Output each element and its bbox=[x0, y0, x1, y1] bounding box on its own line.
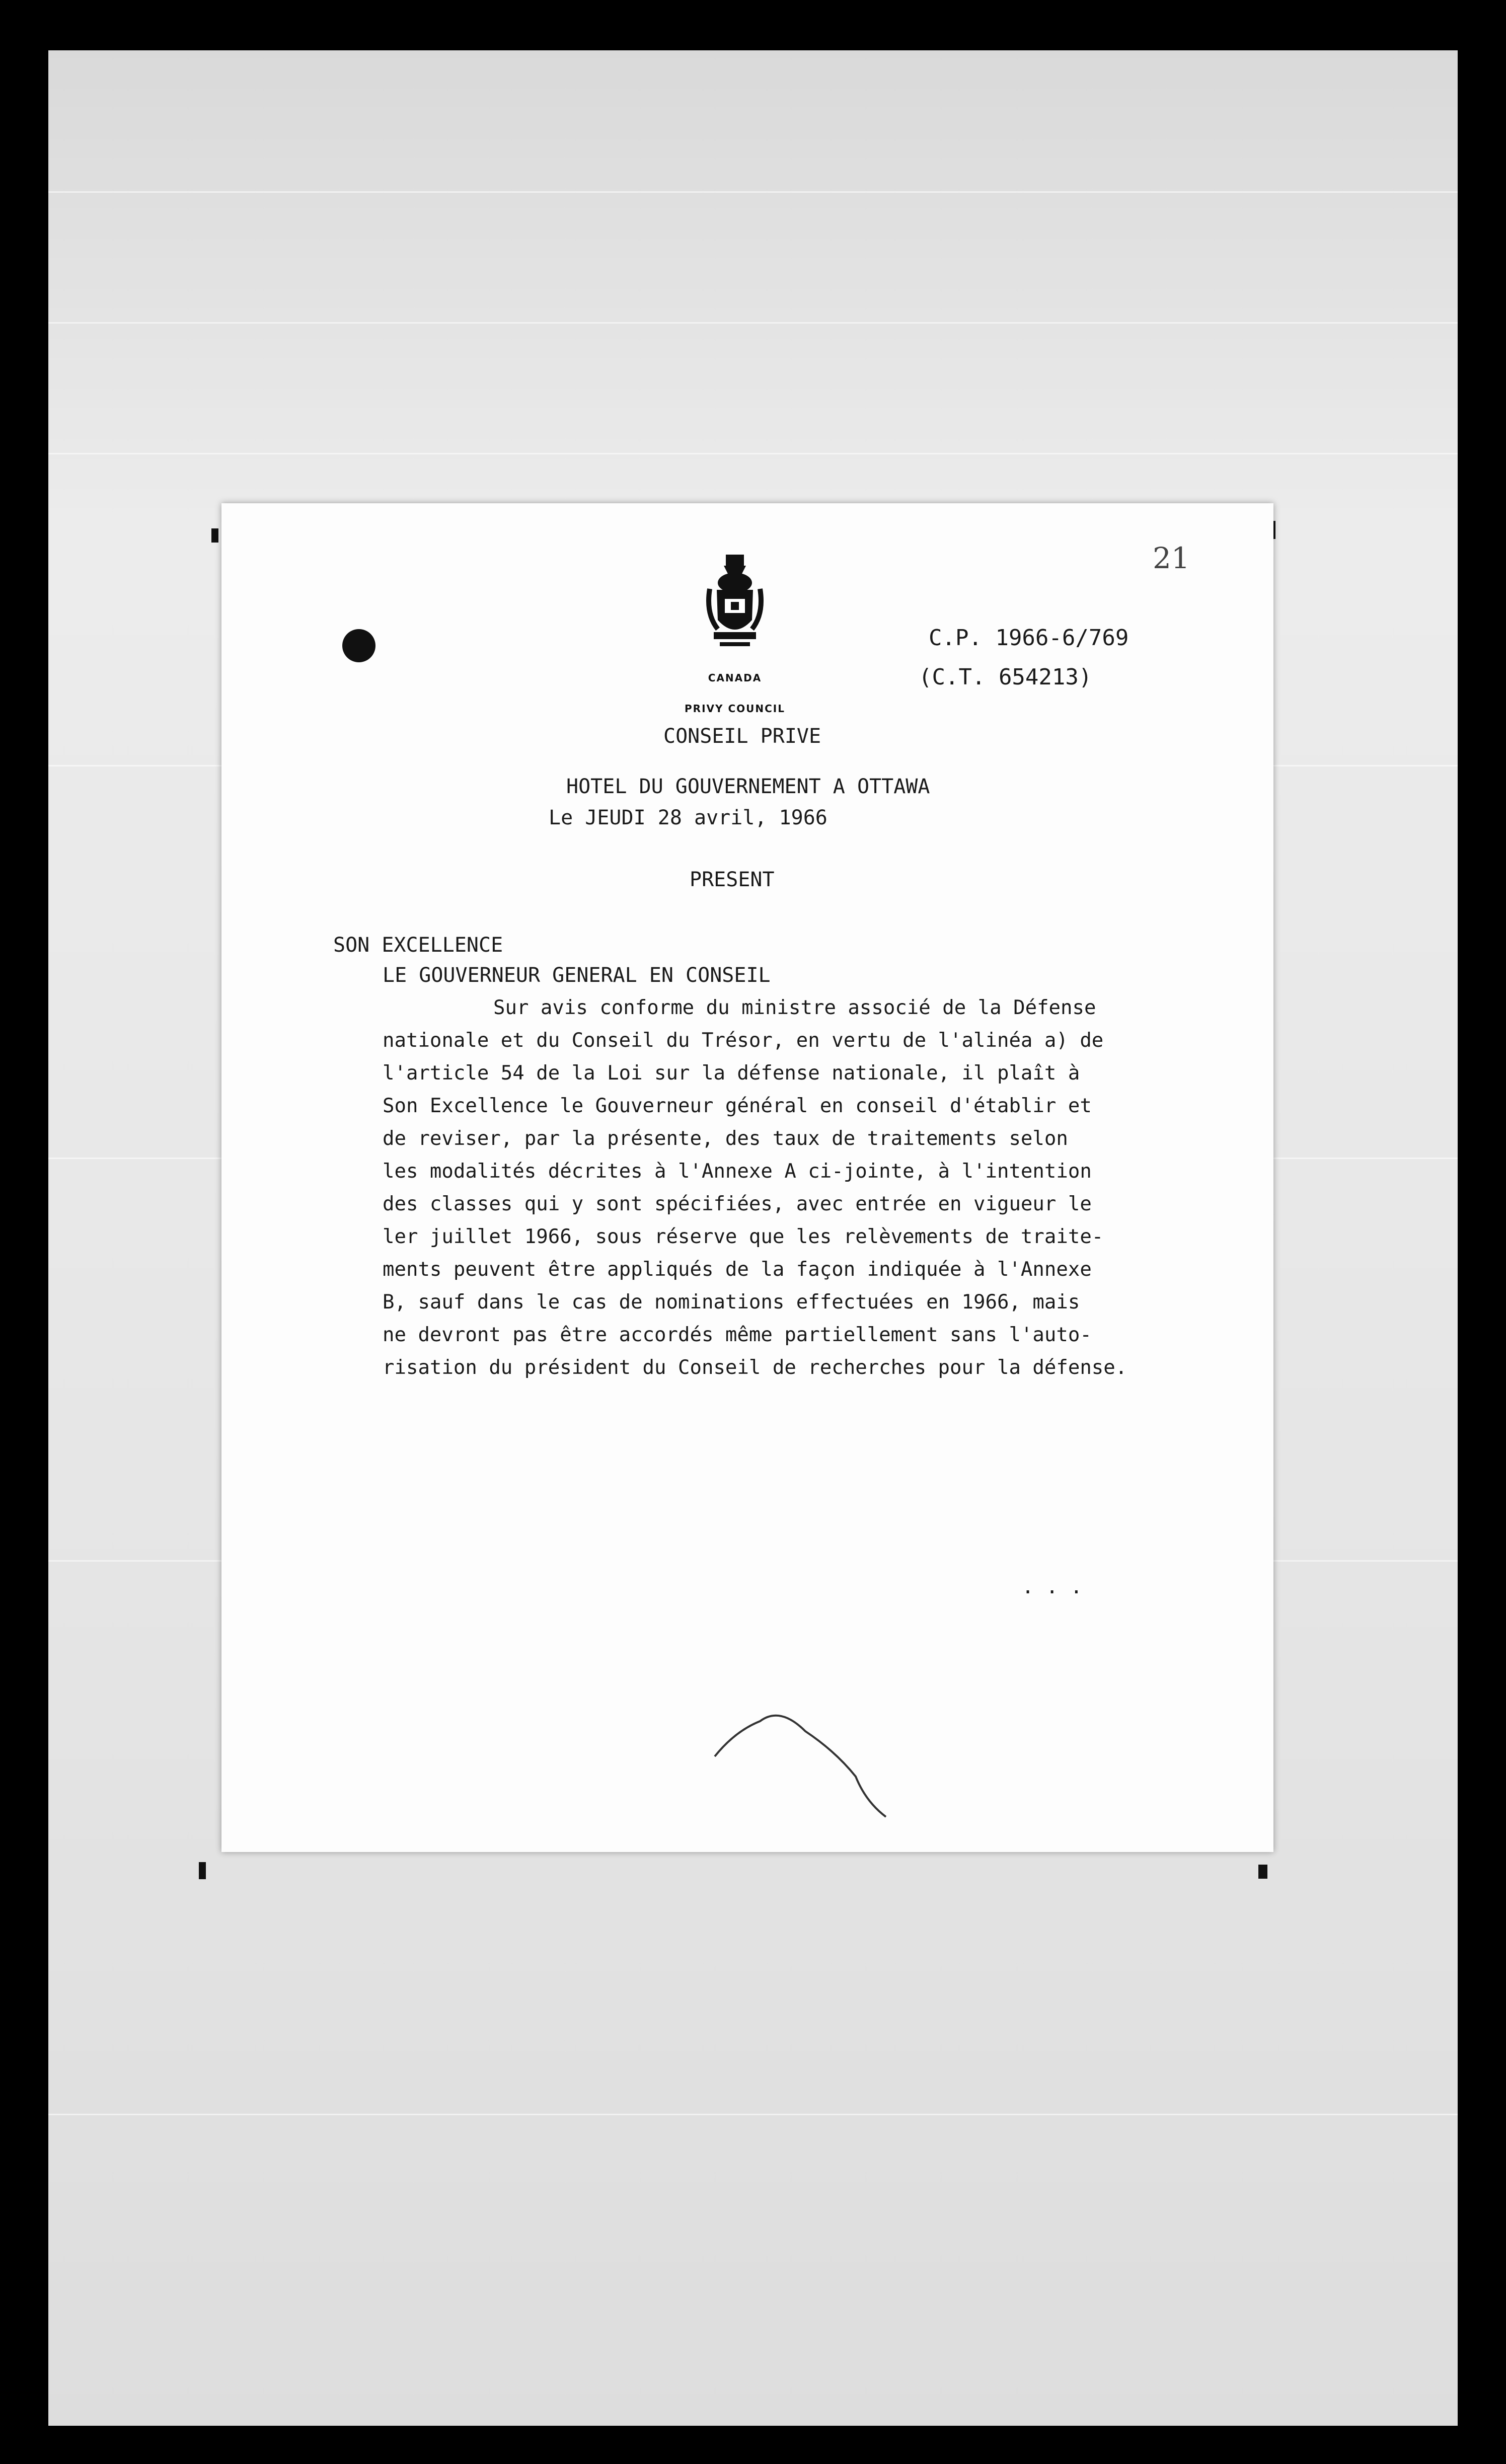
film-streak bbox=[48, 453, 1458, 454]
present-heading: PRESENT bbox=[690, 868, 775, 891]
order-number: C.P. 1966-6/769 bbox=[929, 625, 1129, 651]
film-streak bbox=[48, 322, 1458, 324]
punch-hole bbox=[342, 629, 375, 662]
body-line: ments peuvent être appliqués de la façon indiquée à l'Annexe bbox=[383, 1258, 1092, 1281]
body-line: B, sauf dans le cas de nominations effectuées en 1966, mais bbox=[383, 1291, 1080, 1314]
film-streak bbox=[48, 2114, 1458, 2115]
edge-mark bbox=[199, 1862, 206, 1879]
body-line: ne devront pas être accordés même partiellement sans l'auto- bbox=[383, 1324, 1092, 1346]
addressee-line-2: LE GOUVERNEUR GENERAL EN CONSEIL bbox=[383, 964, 771, 987]
body-line: les modalités décrites à l'Annexe A ci-jointe, à l'intention bbox=[383, 1160, 1092, 1183]
body-line: de reviser, par la présente, des taux de traitements selon bbox=[383, 1127, 1068, 1150]
body-line: Son Excellence le Gouverneur général en conseil d'établir et bbox=[383, 1095, 1092, 1117]
body-line: risation du président du Conseil de recherches pour la défense. bbox=[383, 1356, 1127, 1379]
addressee-line-1: SON EXCELLENCE bbox=[333, 934, 503, 957]
canada-coat-of-arms-icon bbox=[705, 554, 765, 659]
date-line: Le JEUDI 28 avril, 1966 bbox=[549, 806, 827, 829]
body-line: des classes qui y sont spécifiées, avec entrée en vigueur le bbox=[383, 1193, 1092, 1215]
letterhead-country: CANADA bbox=[708, 672, 762, 684]
continuation-mark: . . . bbox=[1022, 1575, 1083, 1598]
body-line: Sur avis conforme du ministre associé de la Défense bbox=[493, 996, 1096, 1019]
edge-mark bbox=[1258, 1865, 1267, 1879]
page-number: 21 bbox=[1153, 541, 1190, 575]
treasury-board-number: (C.T. 654213) bbox=[919, 664, 1092, 690]
letterhead-council-en: PRIVY COUNCIL bbox=[685, 703, 785, 715]
place-line: HOTEL DU GOUVERNEMENT A OTTAWA bbox=[566, 775, 930, 798]
pen-scribble bbox=[705, 1701, 906, 1832]
edge-mark bbox=[211, 528, 218, 543]
body-line: l'article 54 de la Loi sur la défense nationale, il plaît à bbox=[383, 1062, 1080, 1085]
film-streak bbox=[48, 191, 1458, 193]
letterhead-council-fr: CONSEIL PRIVE bbox=[663, 725, 821, 748]
body-line: nationale et du Conseil du Trésor, en vertu de l'alinéa a) de bbox=[383, 1029, 1104, 1052]
body-line: ler juillet 1966, sous réserve que les relèvements de traite- bbox=[383, 1225, 1104, 1248]
